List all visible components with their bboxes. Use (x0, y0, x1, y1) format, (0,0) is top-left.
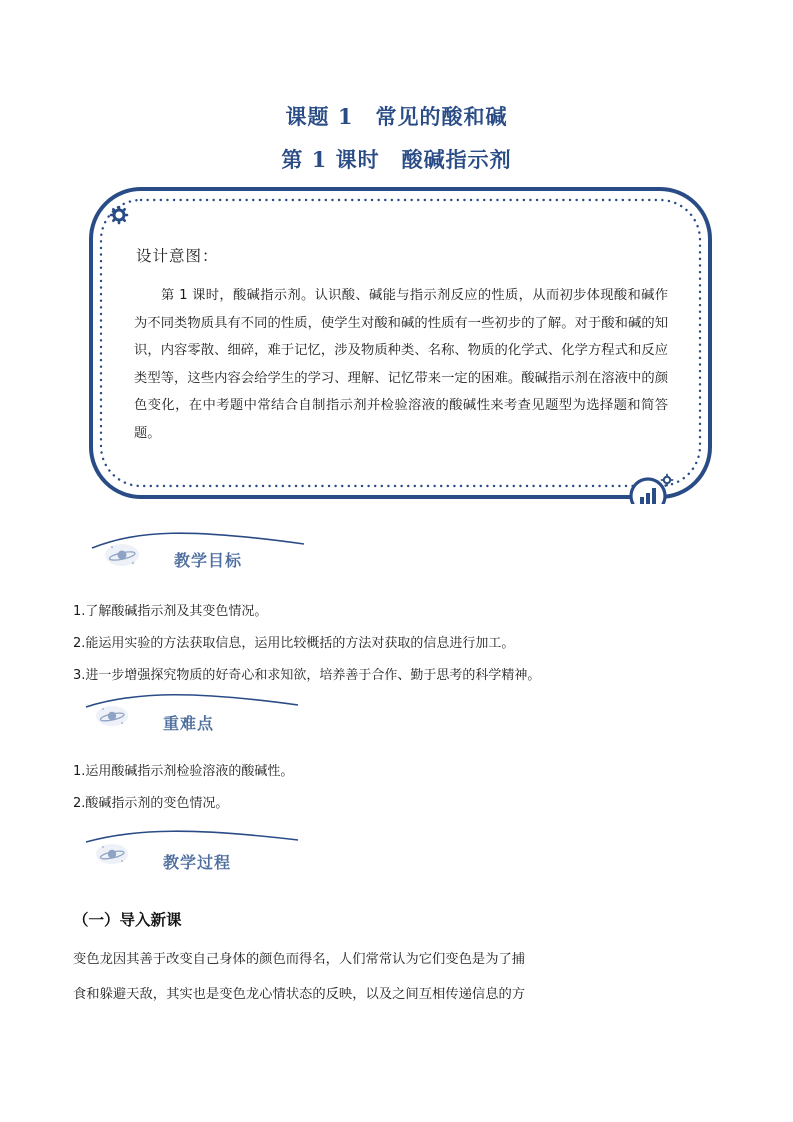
bar-chart-icon (631, 479, 665, 504)
key-point-item: 2.酸碱指示剂的变色情况。 (73, 796, 229, 811)
design-intent-body: 第 1 课时，酸碱指示剂。认识酸、碱能与指示剂反应的性质，从而初步体现酸和碱作为不同类物质具有不同的性质，使学生对酸和碱的性质有一些初步的了解。对于酸和碱的知识，内容零散、细碎，难于记忆，涉及物质种类、名称、物质的化学式、化学方程式和反应类型等，这些内容会给学生的学习、理解、记忆带来一定的困难。酸碱指示剂在溶液中的颜色变化，在中考题中常结合自制指示剂并检验溶液的酸碱性来考查见题型为选择题和简答题。 (134, 288, 668, 441)
section-title-goals: 教学目标 (174, 551, 243, 570)
planet-icon (96, 706, 128, 726)
lesson-subtitle: 第 1 课时 酸碱指示剂 (281, 147, 512, 172)
section-banner-process (76, 826, 316, 884)
gear-icon (111, 207, 127, 223)
goal-item: 1.了解酸碱指示剂及其变色情况。 (73, 604, 268, 619)
subsection-heading: （一）导入新课 (73, 911, 182, 929)
key-point-item: 1.运用酸碱指示剂检验溶液的酸碱性。 (73, 764, 294, 779)
goal-item: 3.进一步增强探究物质的好奇心和求知欲，培养善于合作、勤于思考的科学精神。 (73, 668, 541, 683)
section-title-process: 教学过程 (163, 853, 232, 872)
planet-icon (105, 544, 139, 566)
planet-icon (96, 844, 128, 864)
paragraph-line: 食和躲避天敌，其实也是变色龙心情状态的反映，以及之间互相传递信息的方 (73, 987, 526, 1002)
design-intent-heading: 设计意图： (136, 247, 219, 265)
section-banner-key-points (76, 689, 316, 747)
paragraph-line: 变色龙因其善于改变自己身体的颜色而得名，人们常常认为它们变色是为了捕 (73, 952, 526, 967)
lesson-title: 课题 1 常见的酸和碱 (285, 104, 508, 129)
section-banner-goals (78, 526, 318, 584)
section-title-key-points: 重难点 (163, 714, 215, 733)
goal-item: 2.能运用实验的方法获取信息，运用比较概括的方法对获取的信息进行加工。 (73, 636, 515, 651)
